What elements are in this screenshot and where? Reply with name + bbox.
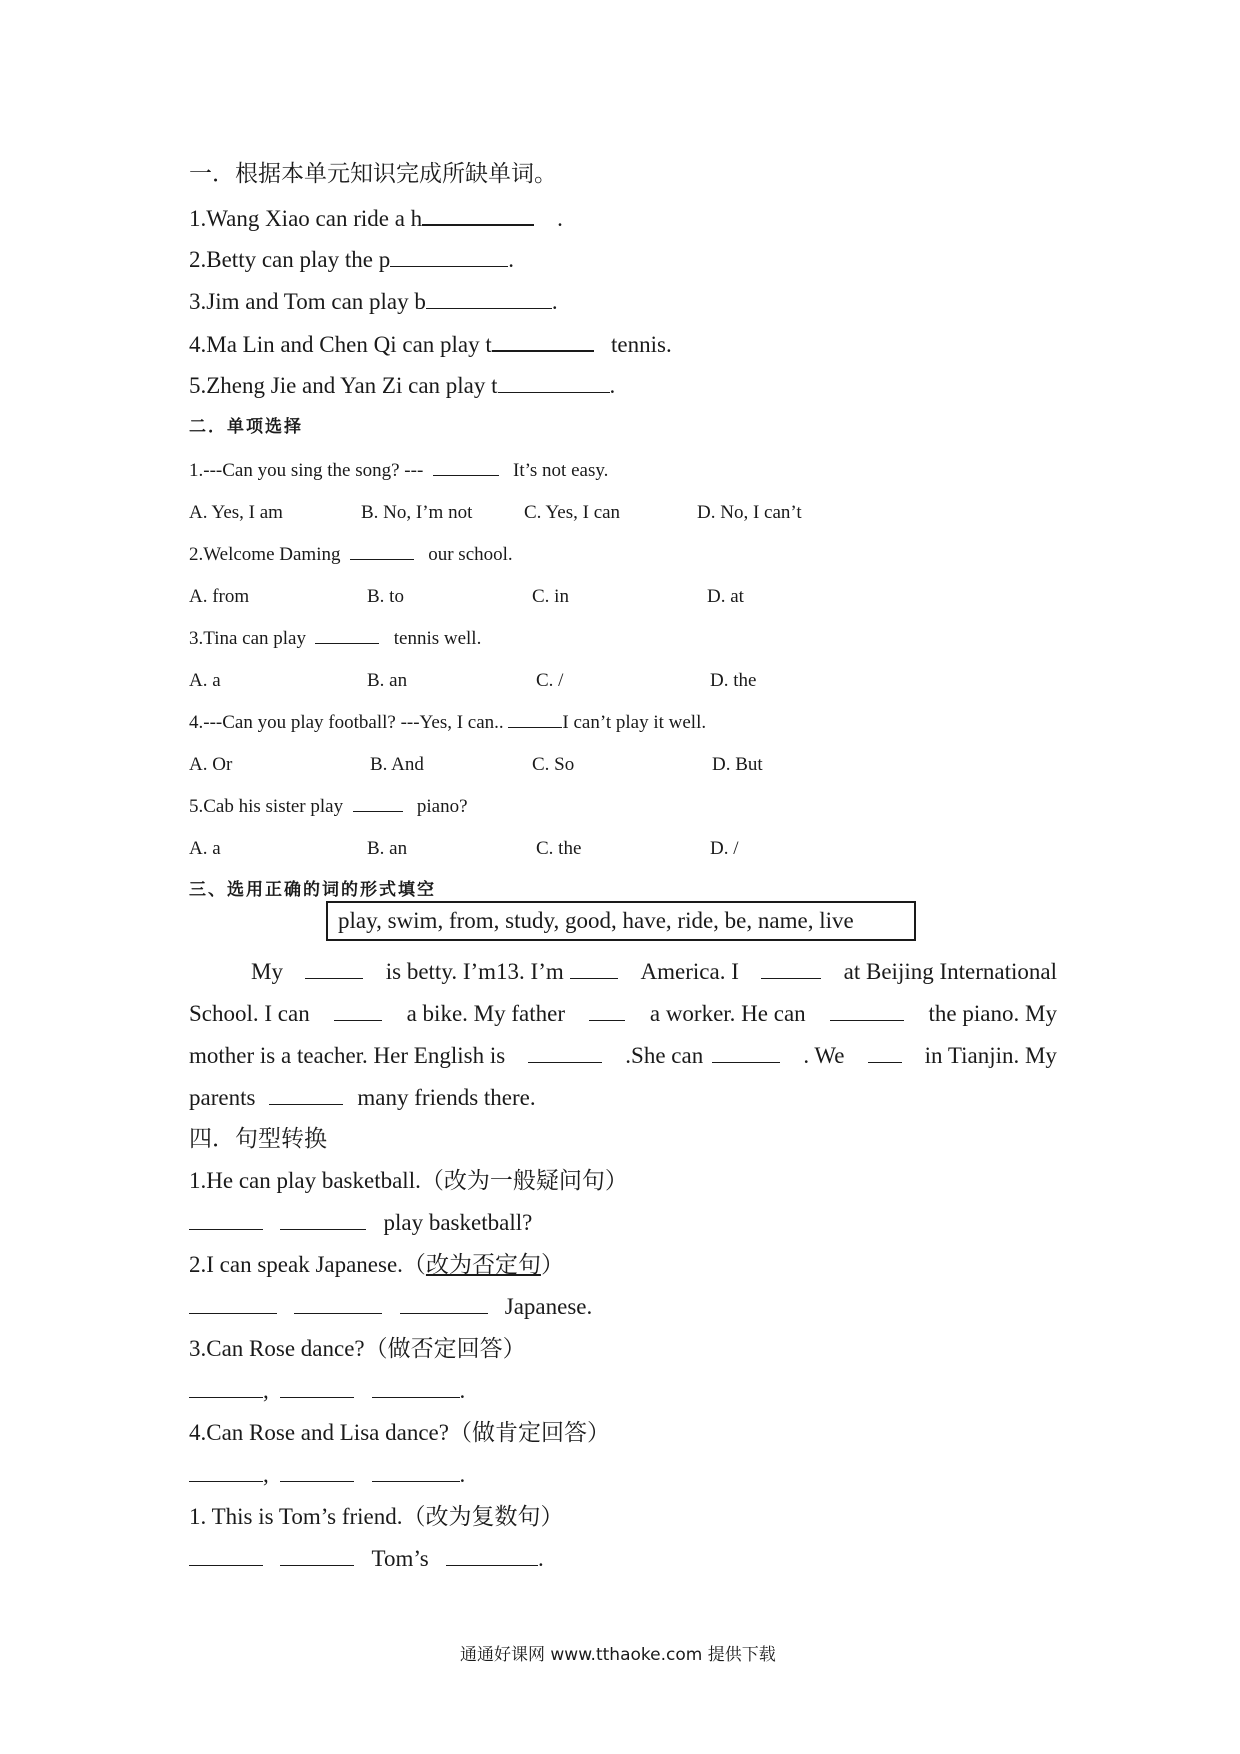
s2-q1-option-d[interactable]: D. No, I can’t	[697, 502, 802, 523]
s4-question-5: 1. This is Tom’s friend.（改为复数句）	[189, 1504, 564, 1529]
s1-question-2	[189, 248, 514, 271]
s2-q3-blank[interactable]	[315, 628, 379, 644]
p1-text-1: My	[251, 959, 283, 984]
s4-a5-blank-1[interactable]	[189, 1547, 263, 1566]
s4-a1-blank-1[interactable]	[189, 1211, 263, 1230]
section1-heading: 一．根据本单元知识完成所缺单词。	[189, 161, 557, 187]
s4-question-2	[189, 1253, 564, 1276]
s2-q5-blank[interactable]	[353, 796, 403, 812]
s2-q4-blank[interactable]	[508, 712, 562, 728]
s2-q2-option-a[interactable]: A. from	[189, 586, 250, 607]
s1-q5-text: 5.Zheng Jie and Yan Zi can play t	[189, 373, 498, 398]
s1-q4-blank[interactable]	[492, 332, 594, 352]
s4-a2-blank-2[interactable]	[294, 1295, 382, 1314]
s2-question-4	[189, 712, 706, 732]
passage-line-3	[189, 1044, 1057, 1067]
s1-q3-blank[interactable]	[426, 290, 552, 309]
p2-blank-2[interactable]	[589, 1002, 625, 1021]
s4-q2-instruction: 改为否定句	[425, 1252, 541, 1277]
p3-blank-1[interactable]	[528, 1044, 602, 1063]
s2-q3-option-d[interactable]: D. the	[710, 670, 757, 691]
p1-text-2: is betty. I’m13. I’m	[385, 959, 564, 984]
s2-q2-stem-end: our school.	[428, 544, 513, 565]
s2-q3-stem-end: tennis well.	[393, 628, 482, 649]
s1-q2-blank[interactable]	[390, 248, 508, 267]
s4-a4-blank-2[interactable]	[280, 1463, 354, 1482]
s2-q2-blank[interactable]	[350, 544, 414, 560]
s2-q2-option-b[interactable]: B. to	[367, 586, 404, 607]
s2-q5-option-d[interactable]: D. /	[710, 838, 739, 859]
s2-q3-option-a[interactable]: A. a	[189, 670, 221, 691]
s2-q4-option-c[interactable]: C. So	[532, 754, 575, 775]
s2-q1-stem: 1.---Can you sing the song? ---	[189, 460, 424, 481]
page-footer: 通通好课网 www.tthaoke.com 提供下载	[460, 1645, 776, 1665]
s4-question-1: 1.He can play basketball.（改为一般疑问句）	[189, 1168, 628, 1193]
s2-q5-option-a[interactable]: A. a	[189, 838, 221, 859]
s1-q1-tail: .	[557, 206, 563, 231]
s1-question-5	[189, 374, 615, 397]
p1-blank-3[interactable]	[761, 960, 821, 979]
s1-q3-tail: .	[551, 289, 558, 314]
s2-q1-option-b[interactable]: B. No, I’m not	[361, 502, 473, 523]
s1-question-3	[189, 290, 558, 313]
s2-q4-stem: 4.---Can you play football? ---Yes, I can..	[189, 712, 504, 733]
p2-text-1: School. I can	[189, 1001, 310, 1026]
word-bank-box	[326, 901, 916, 941]
s2-q1-option-c[interactable]: C. Yes, I can	[524, 502, 621, 523]
s1-q2-tail: .	[508, 247, 514, 272]
s2-q4-option-d[interactable]: D. But	[712, 754, 763, 775]
p1-blank-2[interactable]	[570, 960, 618, 979]
s2-question-5	[189, 796, 468, 816]
p3-text-2: .She can	[625, 1043, 704, 1068]
s4-answer-4: , .	[189, 1463, 465, 1486]
p4-text-1: parents	[189, 1085, 256, 1110]
s4-answer-1	[189, 1211, 532, 1234]
s1-question-4	[189, 332, 672, 356]
passage-line-2	[189, 1002, 1057, 1025]
p1-text-4: at Beijing International	[843, 959, 1057, 984]
p2-text-3: a worker. He can	[649, 1001, 806, 1026]
s2-q2-option-d[interactable]: D. at	[707, 586, 744, 607]
s4-a3-blank-1[interactable]	[189, 1379, 263, 1398]
s2-question-3	[189, 628, 481, 648]
s1-q1-text: 1.Wang Xiao can ride a h	[189, 206, 423, 231]
s2-question-2	[189, 544, 513, 564]
s2-q5-option-c[interactable]: C. the	[536, 838, 582, 859]
s4-a1-tail: play basketball?	[383, 1210, 533, 1235]
s1-q3-text: 3.Jim and Tom can play b	[189, 289, 426, 314]
p4-text-2: many friends there.	[357, 1085, 536, 1110]
s4-a5-blank-2[interactable]	[280, 1547, 354, 1566]
s4-a4-blank-1[interactable]	[189, 1463, 263, 1482]
s4-q2-text: 2.I can speak Japanese.（	[189, 1252, 426, 1277]
section3-heading: 三、选用正确的词的形式填空	[189, 880, 436, 900]
p2-blank-1[interactable]	[334, 1002, 382, 1021]
p2-text-2: a bike. My father	[406, 1001, 565, 1026]
s4-question-4: 4.Can Rose and Lisa dance?（做肯定回答）	[189, 1420, 610, 1445]
s2-q4-option-b[interactable]: B. And	[370, 754, 424, 775]
section4-heading: 四．句型转换	[189, 1126, 327, 1152]
s1-q2-text: 2.Betty can play the p	[189, 247, 391, 272]
s1-q4-text: 4.Ma Lin and Chen Qi can play t	[189, 332, 492, 357]
s2-q1-option-a[interactable]: A. Yes, I am	[189, 502, 283, 523]
s2-q3-stem: 3.Tina can play	[189, 628, 306, 649]
s2-q2-option-c[interactable]: C. in	[532, 586, 569, 607]
s4-a1-blank-2[interactable]	[280, 1211, 366, 1230]
s1-question-1	[189, 206, 563, 230]
s1-q4-tail: tennis.	[611, 332, 672, 357]
s2-q2-stem: 2.Welcome Daming	[189, 544, 341, 565]
p1-blank-1[interactable]	[305, 960, 363, 979]
s2-q5-option-b[interactable]: B. an	[367, 838, 408, 859]
p4-blank-1[interactable]	[269, 1086, 343, 1105]
s1-q5-tail: .	[609, 373, 616, 398]
p2-blank-3[interactable]	[830, 1002, 904, 1021]
p3-blank-3[interactable]	[868, 1044, 902, 1063]
p3-text-4: in Tianjin. My	[924, 1043, 1057, 1068]
s1-q1-blank[interactable]	[422, 206, 534, 226]
s4-a2-blank-1[interactable]	[189, 1295, 277, 1314]
s4-question-3: 3.Can Rose dance?（做否定回答）	[189, 1336, 526, 1361]
s2-q4-option-a[interactable]: A. Or	[189, 754, 233, 775]
s1-q5-blank[interactable]	[498, 374, 610, 393]
s4-a3-blank-2[interactable]	[280, 1379, 354, 1398]
passage-line-1	[189, 960, 1057, 983]
s4-a2-tail: Japanese.	[504, 1294, 593, 1319]
s4-a4-blank-3[interactable]	[372, 1463, 460, 1482]
s2-q1-stem-end: It’s not easy.	[513, 460, 609, 481]
passage-line-4	[189, 1086, 1057, 1109]
s2-q5-stem-end: piano?	[416, 796, 468, 817]
s4-a2-blank-3[interactable]	[400, 1295, 488, 1314]
section2-heading: 二．单项选择	[189, 417, 303, 437]
s2-q5-stem: 5.Cab his sister play	[189, 796, 344, 817]
p3-text-3: . We	[803, 1043, 845, 1068]
p3-text-1: mother is a teacher. Her English is	[189, 1043, 506, 1068]
s2-q3-option-b[interactable]: B. an	[367, 670, 408, 691]
s2-q1-blank[interactable]	[433, 460, 499, 476]
s2-q4-stem-end: I can’t play it well.	[562, 712, 707, 733]
s4-a3-blank-3[interactable]	[372, 1379, 460, 1398]
p1-text-3: America. I	[640, 959, 739, 984]
s4-a5-blank-3[interactable]	[446, 1547, 538, 1566]
s4-answer-2	[189, 1295, 592, 1318]
s2-q3-option-c[interactable]: C. /	[536, 670, 564, 691]
s4-answer-3: , .	[189, 1379, 465, 1402]
s4-q2-close: ）	[540, 1252, 564, 1277]
word-bank-text: play, swim, from, study, good, have, ride, be, name, live	[338, 908, 854, 933]
p3-blank-2[interactable]	[712, 1044, 780, 1063]
s4-a5-mid: Tom’s	[371, 1546, 429, 1571]
s4-answer-5: Tom’s .	[189, 1547, 544, 1570]
p2-text-4: the piano. My	[928, 1001, 1057, 1026]
s2-question-1	[189, 460, 608, 480]
